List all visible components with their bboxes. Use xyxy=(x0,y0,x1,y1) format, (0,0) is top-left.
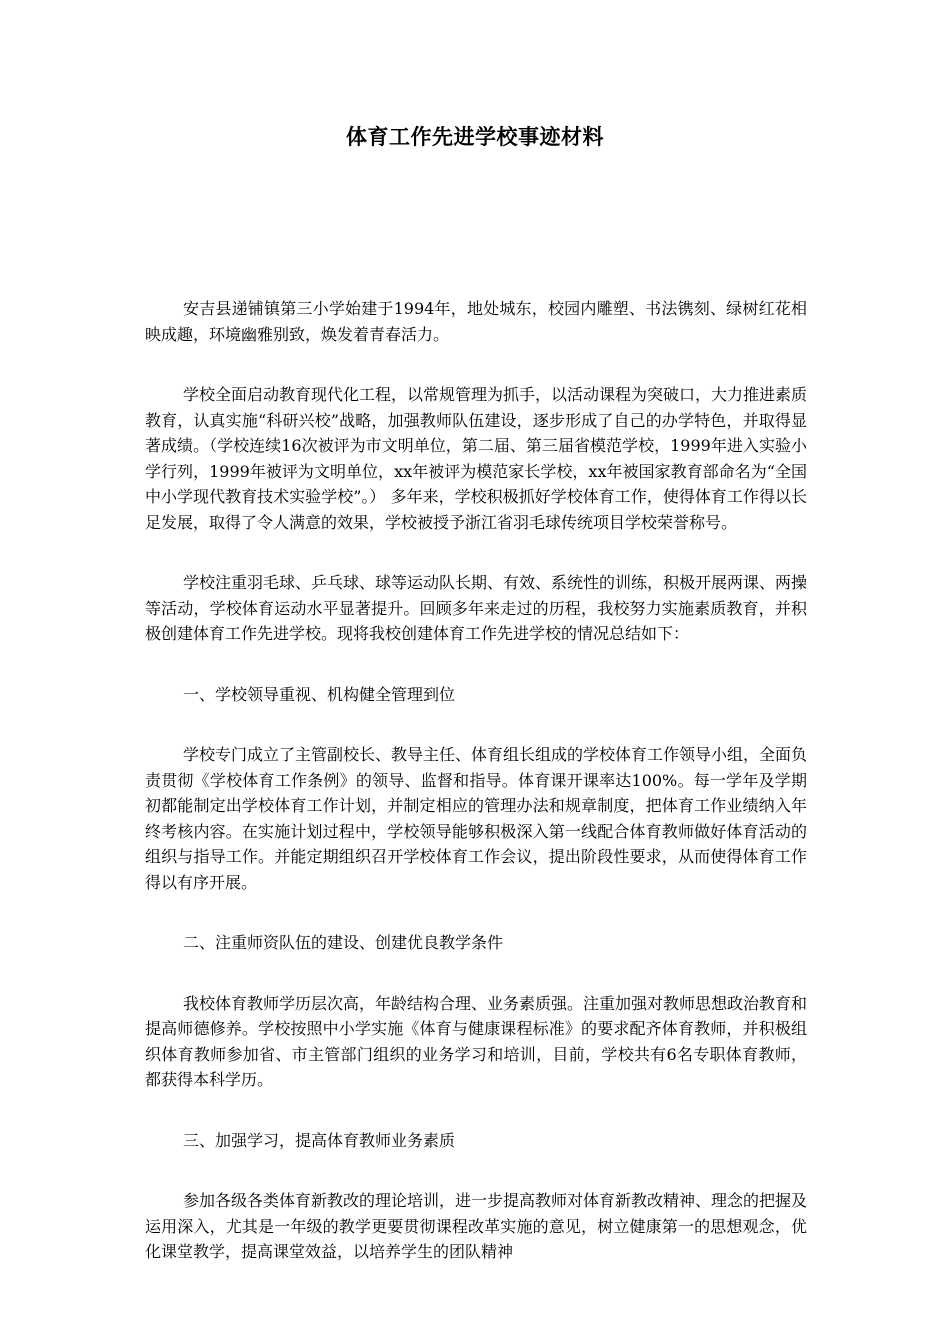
document-body xyxy=(145,296,807,1300)
paragraph-training: 学校注重羽毛球、乒乓球、球等运动队长期、有效、系统性的训练，积极开展两课、两操等活动，学校体育运动水平显著提升。回顾多年来走过的历程，我校努力实施素质教育，并积极创建体育工作先进学校。现将我校创建体育工作先进学校的情况总结如下： xyxy=(145,573,808,643)
section-heading-2: 二、注重师资队伍的建设、创建优良教学条件 xyxy=(183,933,504,952)
paragraph-study: 参加各级各类体育新教改的理论培训，进一步提高教师对体育新教改精神、理念的把握及运用深入，尤其是一年级的教学更要贯彻课程改革实施的意见，树立健康第一的思想观念，优化课堂教学，提高课堂效益，以培养学生的团队精神 xyxy=(145,1191,808,1261)
paragraph-leadership: 学校专门成立了主管副校长、教导主任、体育组长组成的学校体育工作领导小组，全面负责贯彻《学校体育工作条例》的领导、监督和指导。体育课开课率达100%。每一学年及学期初都能制定出学校体育工作计划，并制定相应的管理办法和规章制度，把体育工作业绩纳入年终考核内容。在实施计划过程中，学校领导能够积极深入第一线配合体育教师做好体育活动的组织与指导工作。并能定期组织召开学校体育工作会议，提出阶段性要求，从而使得体育工作得以有序开展。 xyxy=(145,745,808,892)
paragraph-teachers: 我校体育教师学历层次高，年龄结构合理、业务素质强。注重加强对教师思想政治教育和提高师德修养。学校按照中小学实施《体育与健康课程标准》的要求配齐体育教师，并积极组织体育教师参加省、市主管部门组织的业务学习和培训，目前，学校共有6名专职体育教师，都获得本科学历。 xyxy=(145,993,808,1089)
document-title: 体育工作先进学校事迹材料 xyxy=(346,124,604,149)
paragraph-achievements: 学校全面启动教育现代化工程，以常规管理为抓手，以活动课程为突破口，大力推进素质教育，认真实施“科研兴校”战略，加强教师队伍建设，逐步形成了自己的办学特色，并取得显著成绩。（学校连续16次被评为市文明单位，第二届、第三届省模范学校，1999年进入实验小学行列，1999年被评为文明单位，xx年被评为模范家长学校，xx年被国家教育部命名为“全国中小学现代教育技术实验学校”。） 多年来，学校积极抓好学校体育工作，使得体育工作得以长足发展，取得了令人满意的效果，学校被授予浙江省羽毛球传统项目学校荣誉称号。 xyxy=(145,385,808,532)
paragraph-intro: 安吉县递铺镇第三小学始建于1994年，地处城东，校园内雕塑、书法镌刻、绿树红花相映成趣，环境幽雅别致，焕发着青春活力。 xyxy=(145,299,807,344)
section-heading-1: 一、学校领导重视、机构健全管理到位 xyxy=(183,684,456,704)
section-heading-3: 三、加强学习，提高体育教师业务素质 xyxy=(183,1130,456,1150)
